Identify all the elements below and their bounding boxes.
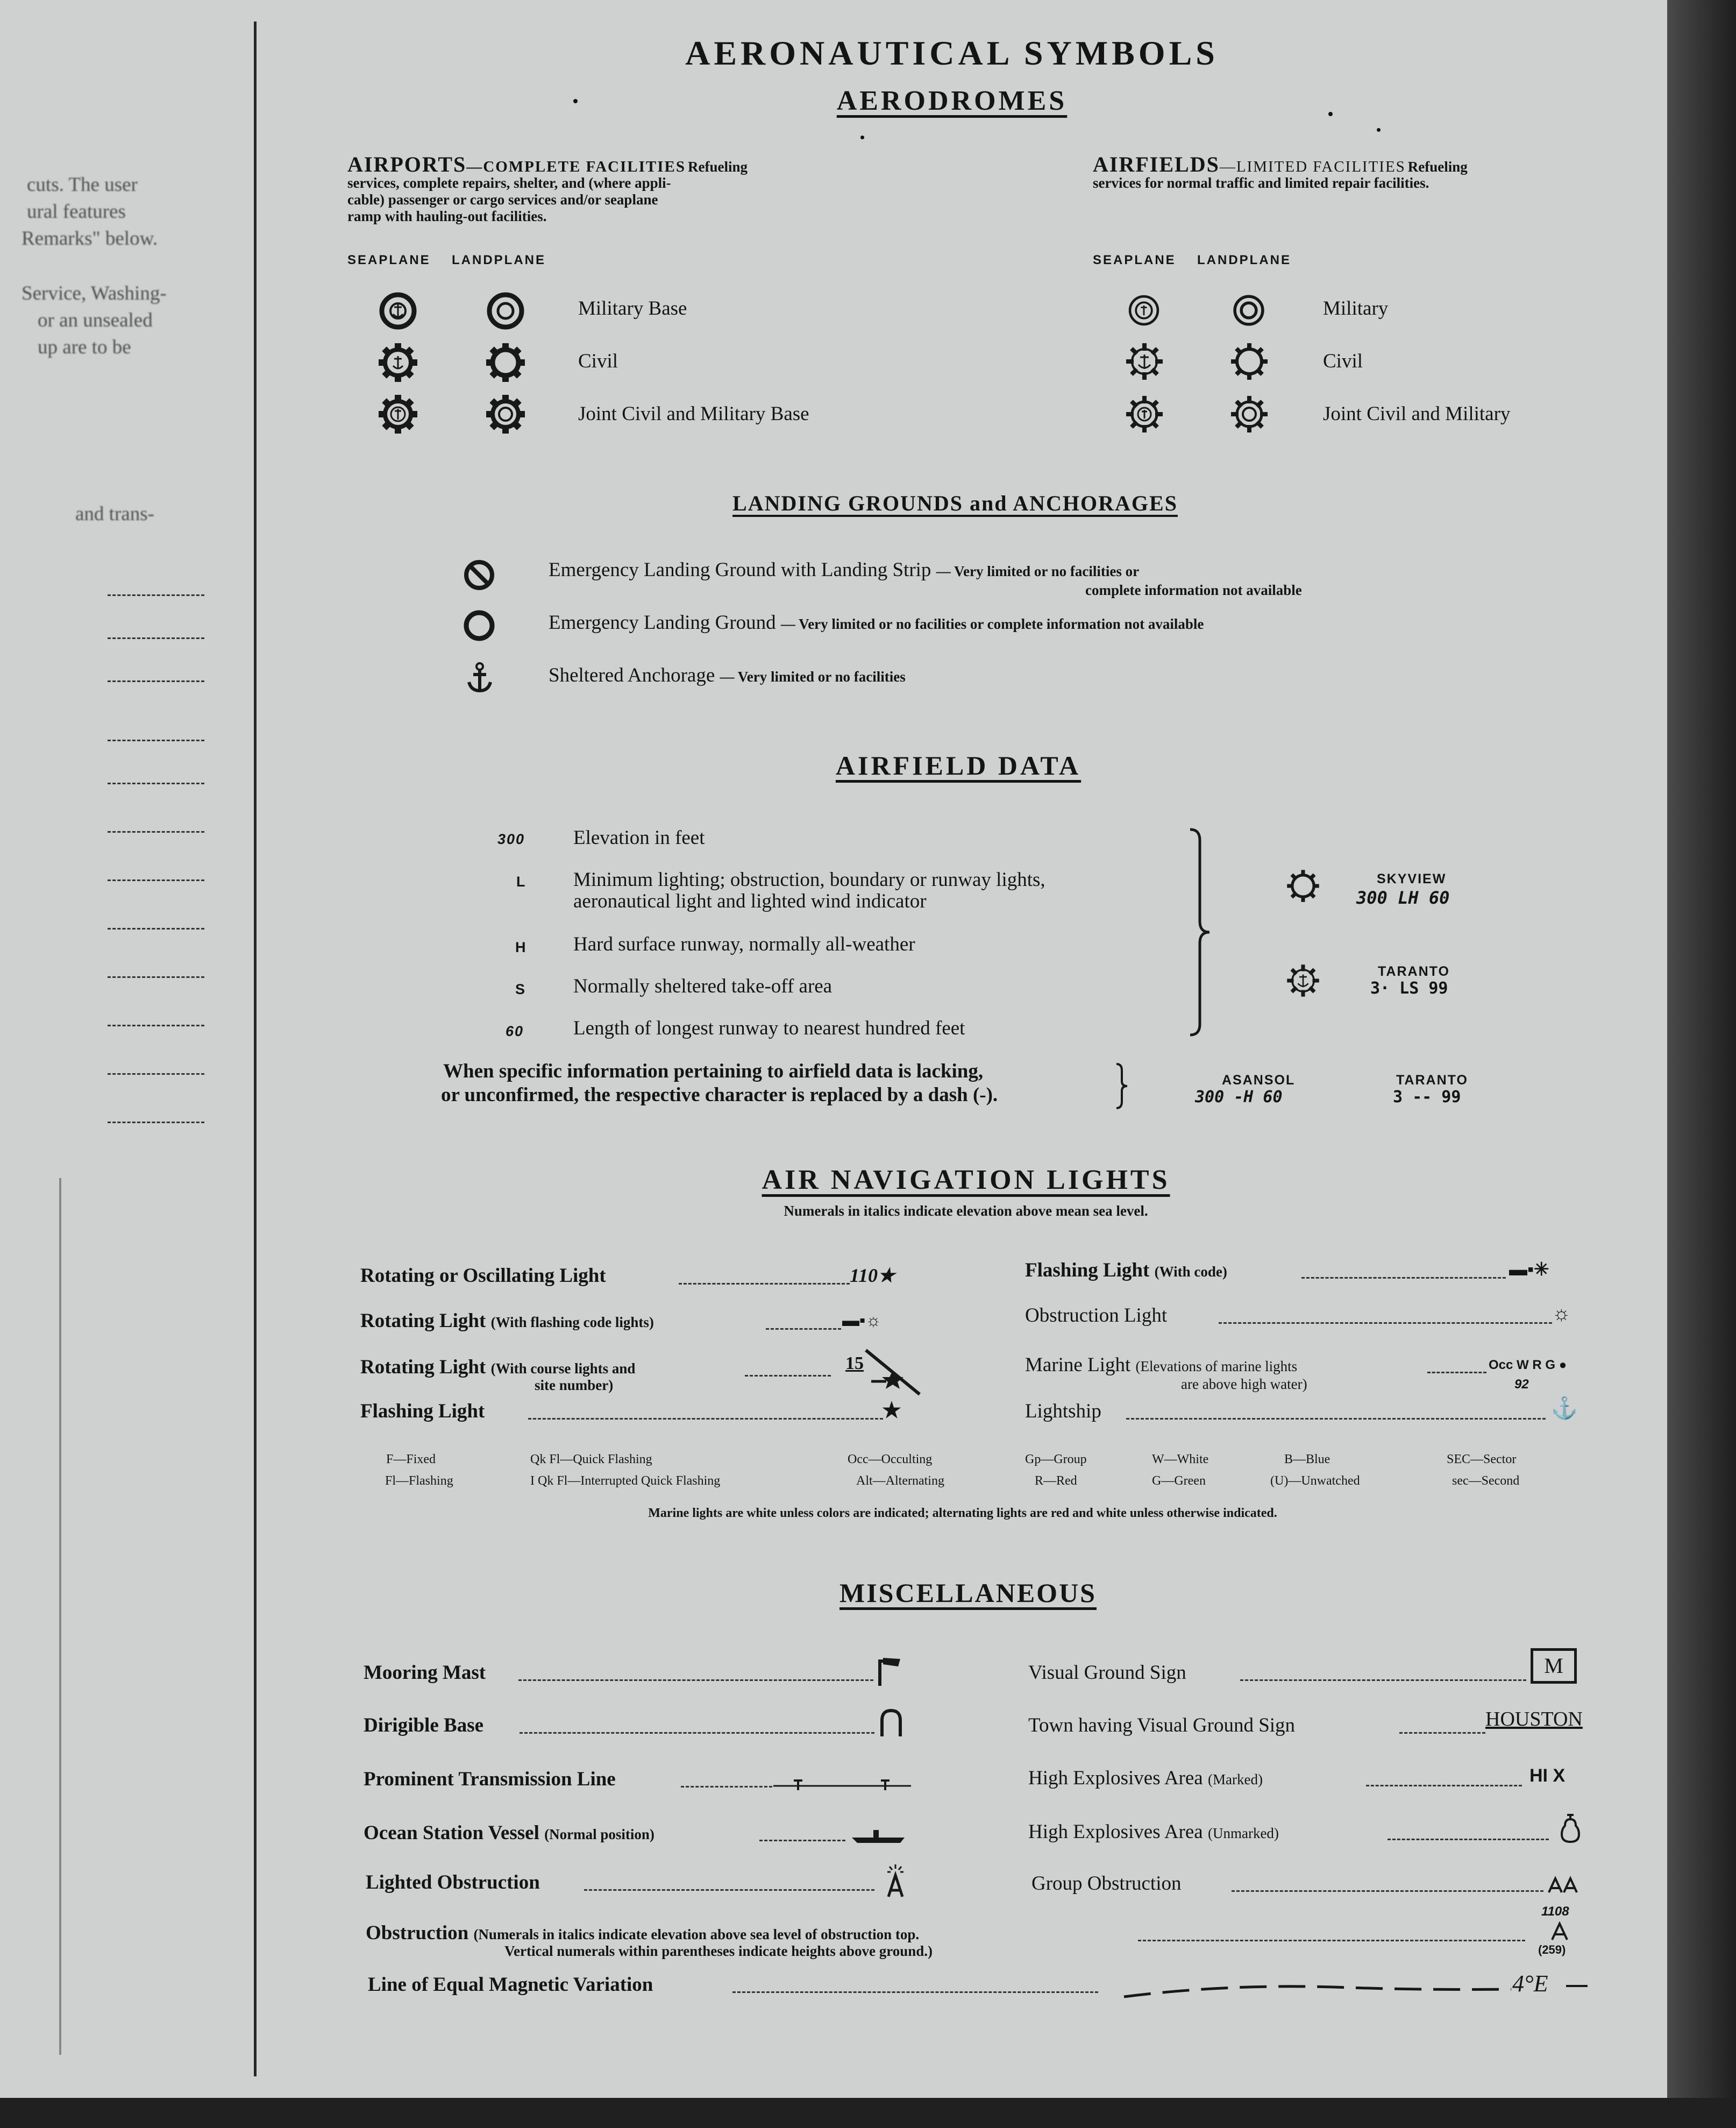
airfield-data-text: Elevation in feet: [573, 827, 705, 849]
light-label-rotating-code: Rotating Light (With flashing code lights): [360, 1310, 654, 1332]
airfield-data-text: aeronautical light and lighted wind indicator: [573, 890, 927, 912]
example-code: 3 -- 99: [1393, 1088, 1461, 1106]
misc-label: Dirigible Base: [364, 1714, 484, 1736]
airports-desc: services, complete repairs, shelter, and (where appli-: [347, 175, 671, 191]
airfield-data-text: Hard surface runway, normally all-weather: [573, 933, 915, 955]
airports-heading: AIRPORTS: [347, 152, 467, 176]
obstruction-icon: [1549, 1921, 1570, 1941]
section-heading-landing: LANDING GROUNDS and ANCHORAGES: [732, 491, 1178, 515]
airfield-data-code: 300: [497, 831, 525, 847]
misc-label: Town having Visual Ground Sign: [1028, 1714, 1296, 1736]
lighted-obstruction-icon: [882, 1863, 909, 1899]
margin-fragment: and trans-: [75, 503, 154, 525]
airfield-data-text: Minimum lighting; obstruction, boundary or runway lights,: [573, 869, 1045, 891]
misc-label: High Explosives Area (Unmarked): [1028, 1821, 1279, 1843]
abbrev: I Qk Fl—Interrupted Quick Flashing: [530, 1474, 721, 1488]
column-header-landplane: LANDPLANE: [1197, 253, 1291, 267]
misc-label: Mooring Mast: [364, 1662, 486, 1684]
airport-civil-seaplane-icon: [376, 341, 419, 384]
transmission-line-icon: [772, 1775, 912, 1794]
airport-civil-landplane-icon: [484, 341, 527, 384]
airfields-desc: services for normal traffic and limited repair facilities.: [1093, 175, 1429, 191]
lightship-icon: ⚓: [1551, 1396, 1578, 1420]
margin-fragment: up are to be: [38, 336, 131, 358]
mooring-mast-icon: [877, 1655, 903, 1687]
abbrev: F—Fixed: [386, 1452, 436, 1466]
example-name: ASANSOL: [1222, 1073, 1296, 1088]
abbrev: Qk Fl—Quick Flashing: [530, 1452, 652, 1466]
margin-line: [54, 1178, 61, 2055]
column-header-seaplane: SEAPLANE: [347, 253, 431, 267]
abbrev: sec—Second: [1452, 1474, 1520, 1488]
airfield-data-code: H: [515, 939, 527, 955]
abbrev: SEC—Sector: [1447, 1452, 1517, 1466]
light-label-lightship: Lightship: [1025, 1400, 1101, 1422]
airport-joint-seaplane-icon: [376, 393, 419, 436]
light-label-marine: Marine Light (Elevations of marine lights: [1025, 1354, 1298, 1376]
airfields-heading: AIRFIELDS: [1093, 152, 1220, 176]
landing-item-note: — Very limited or no facilities or complete information not available: [780, 616, 1204, 632]
dirigible-base-icon: [878, 1707, 905, 1737]
margin-rule: [254, 22, 257, 2076]
airport-military-seaplane-icon: [376, 289, 419, 332]
landing-item-note: — Very limited or no facilities: [720, 669, 906, 685]
flashing-code-light-icon: ▬▪✳: [1509, 1260, 1549, 1280]
airfield-data-note: or unconfirmed, the respective character is replaced by a dash (-).: [441, 1084, 998, 1106]
light-label-obstruction: Obstruction Light: [1025, 1304, 1168, 1327]
airport-row-label: Civil: [578, 350, 618, 372]
landing-item-note: — Very limited or no facilities or: [936, 563, 1140, 579]
section-heading-lights: AIR NAVIGATION LIGHTS: [762, 1165, 1170, 1195]
light-label-rotating-oscillating: Rotating or Oscillating Light: [360, 1265, 606, 1287]
abbrev: B—Blue: [1284, 1452, 1331, 1466]
column-header-seaplane: SEAPLANE: [1093, 253, 1176, 267]
airfield-data-note: When specific information pertaining to airfield data is lacking,: [443, 1060, 984, 1082]
airport-row-label: Military Base: [578, 297, 687, 320]
marine-light-icon: Occ W R G ●: [1489, 1358, 1567, 1372]
example-code: 300 -H 60: [1195, 1088, 1283, 1106]
airport-joint-landplane-icon: [484, 393, 527, 436]
example-code: 300 LH 60: [1356, 888, 1450, 908]
airfield-civil-seaplane-icon: [1284, 962, 1322, 999]
emergency-landing-strip-icon: [461, 557, 497, 593]
landing-item-label: Sheltered Anchorage — Very limited or no facilities: [549, 664, 906, 686]
ocean-station-vessel-icon: [849, 1827, 908, 1848]
margin-fragment: or an unsealed: [38, 309, 153, 331]
landing-item-label: Emergency Landing Ground — Very limited or no facilities or complete information not available: [549, 612, 1204, 634]
airfield-data-text: Length of longest runway to nearest hundred feet: [573, 1017, 965, 1039]
town-visual-ground-sign-icon: HOUSTON: [1485, 1708, 1583, 1730]
flashing-light-icon: ★: [882, 1398, 901, 1422]
margin-fragment: Remarks" below.: [22, 228, 158, 250]
obstruction-elevation: 1108: [1541, 1904, 1569, 1919]
section-heading-aerodromes: AERODROMES: [836, 86, 1068, 116]
airfields-heading-line: [1093, 152, 1468, 177]
rotating-flashing-light-icon: ▬▪☼: [842, 1310, 881, 1330]
airports-desc: cable) passenger or cargo services and/or seaplane: [347, 191, 658, 208]
course-light-number: 15: [845, 1353, 864, 1373]
obstruction-note: Vertical numerals within parentheses indicate heights above ground.): [504, 1943, 933, 1959]
light-note: are above high water): [1181, 1376, 1307, 1392]
airfield-data-text: Normally sheltered take-off area: [573, 975, 833, 997]
airfield-data-code: S: [515, 981, 527, 997]
example-name: TARANTO: [1396, 1073, 1468, 1088]
landing-item-label: Emergency Landing Ground with Landing Strip — Very limited or no facilities or: [549, 559, 1140, 581]
misc-label: Prominent Transmission Line: [364, 1768, 616, 1790]
scan-edge: [0, 2098, 1736, 2128]
airfield-row-label: Joint Civil and Military: [1323, 403, 1511, 425]
airfield-row-label: Civil: [1323, 350, 1363, 372]
obstruction-light-icon: ☼: [1552, 1302, 1571, 1325]
scan-edge: [1667, 0, 1736, 2128]
airfield-civil-seaplane-icon: [1123, 340, 1166, 383]
visual-ground-sign-icon: M: [1531, 1648, 1577, 1684]
margin-fragment: ural features: [27, 201, 126, 223]
misc-label: Lighted Obstruction: [366, 1871, 540, 1893]
airfield-joint-seaplane-icon: [1123, 393, 1166, 436]
landing-item-note: complete information not available: [1085, 582, 1302, 598]
airfield-data-code: 60: [506, 1023, 524, 1039]
example-name: SKYVIEW: [1377, 871, 1447, 886]
airfield-joint-landplane-icon: [1228, 393, 1271, 436]
airfields-sub: —LIMITED FACILITIES: [1219, 158, 1406, 175]
bracket: [1186, 827, 1213, 1037]
light-label-flashing: Flashing Light: [360, 1400, 485, 1422]
light-note: site number): [535, 1377, 614, 1393]
abbrev: G—Green: [1152, 1474, 1206, 1488]
high-explosives-marked-icon: HI X: [1529, 1765, 1566, 1786]
obstruction-height: (259): [1538, 1943, 1566, 1956]
misc-label: Visual Ground Sign: [1028, 1662, 1186, 1684]
abbrev: Fl—Flashing: [385, 1474, 453, 1488]
airports-desc: ramp with hauling-out facilities.: [347, 208, 547, 224]
abbrev: Alt—Alternating: [856, 1474, 944, 1488]
abbrev: Occ—Occulting: [848, 1452, 933, 1466]
bracket: [1114, 1062, 1130, 1110]
example-name: TARANTO: [1378, 964, 1450, 979]
high-explosives-unmarked-icon: [1560, 1813, 1581, 1843]
isogonic-line-icon: [1119, 1969, 1517, 2001]
misc-label-magnetic: Line of Equal Magnetic Variation: [368, 1974, 653, 1996]
margin-fragment: Service, Washing-: [22, 282, 167, 304]
page-title: AERONAUTICAL SYMBOLS: [685, 34, 1219, 72]
marine-light-elevation: 92: [1514, 1377, 1529, 1392]
airfields-desc: Refueling: [1407, 159, 1468, 175]
margin-fragment: cuts. The user: [27, 174, 138, 196]
airports-heading-line: [347, 152, 748, 177]
misc-label-obstruction: Obstruction (Numerals in italics indicate elevation above sea level of obstruction top.: [366, 1922, 920, 1944]
airfield-military-seaplane-icon: [1124, 290, 1164, 330]
airports-sub: —COMPLETE FACILITIES: [466, 158, 686, 175]
airport-row-label: Joint Civil and Military Base: [578, 403, 809, 425]
abbrev: R—Red: [1035, 1474, 1077, 1488]
section-heading-misc: MISCELLANEOUS: [839, 1578, 1097, 1608]
group-obstruction-icon: [1547, 1875, 1580, 1895]
misc-label: Ocean Station Vessel (Normal position): [364, 1822, 654, 1844]
example-code: 3· LS 99: [1370, 979, 1448, 998]
course-lights-icon: [860, 1345, 925, 1399]
column-header-landplane: LANDPLANE: [452, 253, 546, 267]
section-heading-airfield-data: AIRFIELD DATA: [835, 750, 1082, 781]
airfield-civil-landplane-icon: [1228, 340, 1271, 383]
light-label-flashing-code: Flashing Light (With code): [1025, 1259, 1227, 1281]
airfield-row-label: Military: [1323, 297, 1389, 320]
airfield-civil-landplane-icon: [1284, 867, 1322, 905]
misc-label: Group Obstruction: [1031, 1872, 1182, 1895]
lights-subtitle: Numerals in italics indicate elevation above mean sea level.: [784, 1203, 1148, 1219]
rotating-light-icon: 110★: [850, 1265, 895, 1286]
lights-footnote: Marine lights are white unless colors are indicated; alternating lights are red and white unless otherwise indicated.: [648, 1506, 1277, 1520]
abbrev: Gp—Group: [1025, 1452, 1087, 1466]
light-label-rotating-course: Rotating Light (With course lights and: [360, 1356, 636, 1378]
sheltered-anchorage-icon: [465, 662, 495, 694]
airfield-military-landplane-icon: [1229, 290, 1269, 330]
airport-military-landplane-icon: [484, 289, 527, 332]
misc-label: High Explosives Area (Marked): [1028, 1767, 1263, 1789]
airfield-data-code: L: [516, 874, 527, 890]
magnetic-variation-value: 4°E: [1512, 1970, 1548, 1997]
emergency-landing-ground-icon: [461, 608, 497, 643]
abbrev: W—White: [1152, 1452, 1209, 1466]
abbrev: (U)—Unwatched: [1270, 1474, 1360, 1488]
airports-desc: Refueling: [687, 159, 748, 175]
